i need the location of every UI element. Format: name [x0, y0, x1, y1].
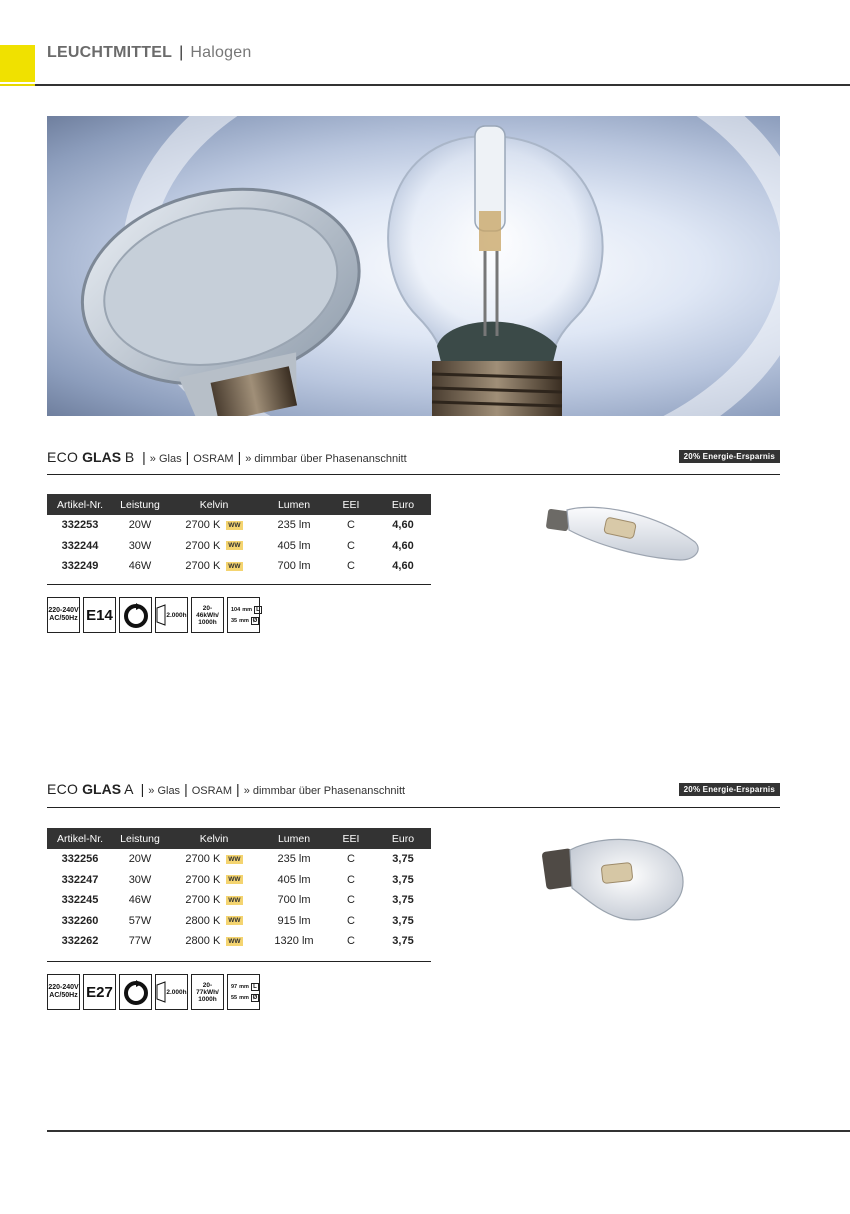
cell-kelvin: 2700 K WW [185, 894, 241, 907]
cell-kelvin: 2800 K WW [185, 935, 241, 948]
cell-eei: C [347, 853, 355, 866]
cell-kelvin: 2700 K WW [185, 873, 241, 886]
col-eei: EEI [327, 494, 375, 515]
cell-lumen: 235 lm [277, 853, 311, 866]
cell-nr: 332244 [61, 539, 99, 552]
cell-euro: 4,60 [392, 560, 414, 573]
feature-icons-b [47, 597, 260, 633]
warm-white-badge: WW [228, 855, 241, 863]
table-bottom-rule [47, 584, 431, 585]
header-subcategory: Halogen [190, 44, 252, 61]
cell-kelvin: 2700 K WW [185, 519, 241, 532]
col-artikel: Artikel-Nr. [47, 494, 113, 515]
length-icon: L [254, 606, 262, 614]
title-glas: GLAS [82, 781, 122, 797]
energy-saving-badge: 20% Energie-Ersparnis [679, 450, 780, 463]
col-lumen: Lumen [261, 494, 327, 515]
cell-eei: C [347, 894, 355, 907]
yellow-tab-marker [0, 45, 35, 82]
section-rule [47, 807, 780, 808]
cell-leistung: 57W [128, 914, 152, 927]
col-lumen: Lumen [261, 828, 327, 849]
cell-nr: 332249 [61, 560, 99, 573]
cell-lumen: 700 lm [277, 894, 311, 907]
cell-lumen: 915 lm [277, 914, 311, 927]
table-row [47, 911, 431, 932]
cell-leistung: 46W [128, 560, 152, 573]
diameter-icon: Ø [252, 994, 258, 1001]
cell-eei: C [347, 519, 355, 532]
cell-eei: C [347, 873, 355, 886]
cell-leistung: 20W [128, 519, 152, 532]
cell-lumen: 405 lm [277, 873, 311, 886]
cell-kelvin: 2800 K WW [185, 914, 241, 927]
title-glas: GLAS [82, 449, 122, 465]
length-icon: L [251, 983, 259, 991]
table-row [47, 890, 431, 911]
energy-saving-badge: 20% Energie-Ersparnis [679, 783, 780, 796]
cell-euro: 4,60 [392, 539, 414, 552]
table-bottom-rule [47, 961, 431, 962]
dimensions-icon: 97 mm L 55 mm Ø [227, 974, 260, 1010]
table-header-row [47, 828, 431, 849]
cell-nr: 332253 [61, 519, 99, 532]
col-kelvin: Kelvin [167, 494, 261, 515]
cell-lumen: 235 lm [277, 519, 311, 532]
cell-nr: 332262 [61, 935, 99, 948]
table-row [47, 515, 431, 536]
table-row [47, 931, 431, 952]
detail-dimmable: » dimmbar über Phasenanschnitt [243, 785, 406, 797]
col-leistung: Leistung [113, 494, 167, 515]
cell-eei: C [347, 560, 355, 573]
cell-nr: 332256 [61, 853, 99, 866]
detail-brand: OSRAM [191, 785, 233, 797]
cell-euro: 3,75 [392, 914, 414, 927]
warm-white-badge: WW [228, 521, 241, 529]
energy-consumption-icon: 20-77kWh/ 1000h [191, 974, 224, 1010]
cell-leistung: 30W [128, 539, 152, 552]
dimmable-icon [119, 597, 152, 633]
cell-euro: 3,75 [392, 935, 414, 948]
cell-euro: 3,75 [392, 894, 414, 907]
col-kelvin: Kelvin [167, 828, 261, 849]
cell-eei: C [347, 914, 355, 927]
detail-material: » Glas [148, 785, 181, 797]
table-row [47, 849, 431, 870]
section-title-eco-glas-a: ECO GLAS A | » Glas | OSRAM | » dimmbar über Phasenanschnitt [47, 781, 406, 797]
title-eco: ECO [47, 781, 79, 797]
footer-rule [47, 1130, 850, 1132]
table-row [47, 536, 431, 557]
col-eei: EEI [327, 828, 375, 849]
warm-white-badge: WW [228, 562, 241, 570]
cell-nr: 332247 [61, 873, 99, 886]
cell-euro: 3,75 [392, 853, 414, 866]
cell-leistung: 77W [128, 935, 152, 948]
cell-eei: C [347, 935, 355, 948]
cell-leistung: 30W [128, 873, 152, 886]
dimmable-icon [119, 974, 152, 1010]
socket-icon: E14 [83, 597, 116, 633]
table-row [47, 870, 431, 891]
page-header [47, 44, 251, 62]
col-artikel: Artikel-Nr. [47, 828, 113, 849]
warm-white-badge: WW [228, 917, 241, 925]
spec-table-b [47, 494, 431, 577]
section-title-eco-glas-b: ECO GLAS B | » Glas | OSRAM | » dimmbar über Phasenanschnitt [47, 449, 407, 465]
col-euro: Euro [375, 494, 431, 515]
dimensions-icon: 104 mm L 35 mm Ø [227, 597, 260, 633]
a-shape-bulb-image [540, 828, 690, 933]
col-euro: Euro [375, 828, 431, 849]
lifetime-icon: 2.000h [155, 597, 188, 633]
candle-bulb-image [545, 494, 705, 579]
warm-white-badge: WW [228, 876, 241, 884]
detail-dimmable: » dimmbar über Phasenanschnitt [245, 453, 407, 465]
feature-icons-a [47, 974, 260, 1010]
cell-kelvin: 2700 K WW [185, 539, 241, 552]
energy-consumption-icon: 20-46kWh/ 1000h [191, 597, 224, 633]
col-leistung: Leistung [113, 828, 167, 849]
title-eco: ECO [47, 449, 79, 465]
cell-lumen: 1320 lm [274, 935, 314, 948]
table-row [47, 556, 431, 577]
hero-image [47, 116, 780, 416]
socket-icon: E27 [83, 974, 116, 1010]
spec-table-a [47, 828, 431, 952]
title-type: A [124, 781, 133, 797]
cell-nr: 332260 [61, 914, 99, 927]
detail-brand: OSRAM [193, 453, 234, 465]
title-type: B [124, 449, 135, 465]
warm-white-badge: WW [228, 542, 241, 550]
cell-lumen: 700 lm [277, 560, 311, 573]
table-header-row [47, 494, 431, 515]
cell-leistung: 46W [128, 894, 152, 907]
cell-lumen: 405 lm [277, 539, 311, 552]
lifetime-icon: 2.000h [155, 974, 188, 1010]
detail-material: » Glas [149, 453, 182, 465]
warm-white-badge: WW [228, 896, 241, 904]
cell-kelvin: 2700 K WW [185, 560, 241, 573]
voltage-icon: 220-240V AC/50Hz [47, 597, 80, 633]
cell-euro: 4,60 [392, 519, 414, 532]
section-rule [47, 474, 780, 475]
cell-euro: 3,75 [392, 873, 414, 886]
header-separator: | [179, 44, 184, 61]
diameter-icon: Ø [252, 617, 258, 624]
cell-eei: C [347, 539, 355, 552]
warm-white-badge: WW [228, 937, 241, 945]
header-rule [0, 84, 850, 86]
cell-nr: 332245 [61, 894, 99, 907]
header-category: LEUCHTMITTEL [47, 44, 173, 61]
cell-leistung: 20W [128, 853, 152, 866]
voltage-icon: 220-240V AC/50Hz [47, 974, 80, 1010]
cell-kelvin: 2700 K WW [185, 853, 241, 866]
